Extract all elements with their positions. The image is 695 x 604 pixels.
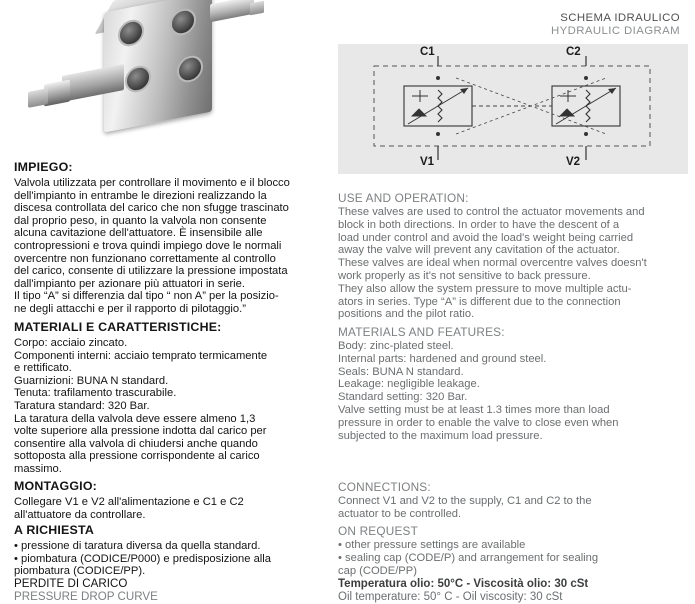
use-body	[338, 206, 686, 321]
materiali-heading: MATERIALI E CARATTERISTICHE:	[14, 320, 222, 334]
materials-heading: MATERIALS AND FEATURES:	[338, 325, 505, 339]
montaggio-line: Collegare V1 e V2 all'alimentazione e C1 e C2	[14, 496, 244, 508]
use-line: block in both directions. In order to have the descent of a	[338, 218, 620, 231]
impiego-line: Il tipo “A” si differenzia dal tipo “ non A” per la posizio-	[14, 290, 279, 303]
montaggio-line: all'attuatore da controllare.	[14, 508, 146, 521]
use-line: ators in series. Type “A” is different due to the connection	[338, 295, 621, 308]
materials-line: pressure in order to enable the valve to close even when	[338, 416, 619, 429]
richiesta-line: • piombatura (CODICE/P000) e predisposizione alla	[14, 552, 272, 565]
impiego-line: ne degli attacchi e per il rapporto di pilotaggio.”	[14, 302, 246, 315]
product-photo	[14, 0, 314, 152]
schema-title	[551, 12, 680, 38]
hydraulic-diagram-svg	[356, 56, 668, 160]
impiego-line: del carico, consente di utilizzare la pressione impostata	[14, 265, 288, 278]
materiali-line: sottoposta alla pressione corrispondente al carico	[14, 450, 260, 463]
use-line: positions and the pilot ratio.	[338, 308, 475, 321]
materials-line: Body: zinc-plated steel.	[338, 340, 454, 352]
materials-line: Leakage: negligible leakage.	[338, 378, 480, 391]
use-line: work properly as it's not sensitive to back pressure.	[338, 269, 591, 282]
impiego-line: discesa controllata del carico che non sfugge trascinato	[14, 202, 289, 215]
materiali-line: Guarnizioni: BUNA N standard.	[14, 374, 169, 387]
materials-line: Seals: BUNA N standard.	[338, 365, 464, 378]
diagram-label-c1: C1	[420, 46, 435, 58]
materials-line: subjected to the maximum load pressure.	[338, 429, 543, 442]
impiego-line: alcuna cavitazione dell'attuatore. È insensibile alle	[14, 227, 263, 240]
perdite-heading-it: PERDITE DI CARICO	[14, 577, 128, 590]
connections-heading: CONNECTIONS:	[338, 480, 431, 494]
impiego-line: dell'impianto in entrambe le direzioni realizzando la	[14, 189, 267, 202]
materiali-line: Tenuta: trafilamento trascurabile.	[14, 387, 177, 400]
richiesta-heading: A RICHIESTA	[14, 523, 94, 537]
materials-line: Valve setting must be at least 1.3 times more than load	[338, 403, 610, 416]
richiesta-body	[14, 540, 319, 578]
diagram-label-v2: V2	[566, 156, 581, 168]
materiali-line: volte superiore alla pressione indotta dal carico per	[14, 425, 267, 438]
materials-line: Internal parts: hardened and ground steel.	[338, 352, 547, 365]
materiali-line: e rettificato.	[14, 362, 72, 375]
use-line: away the valve will prevent any cavitation of the actuator.	[338, 244, 620, 257]
materiali-line: Taratura standard: 320 Bar.	[14, 399, 150, 412]
oil-temp-it: Temperatura olio: 50°C - Viscosità olio: 30 cSt	[338, 578, 589, 590]
onrequest-line: • other pressure settings are available	[338, 539, 526, 551]
valve-nipple	[210, 0, 254, 22]
materiali-line: massimo.	[14, 462, 62, 475]
impiego-line: dall'impianto per azionare più attuatori in serie.	[14, 277, 245, 290]
materiali-line: consentire alla valvola di chiudersi anche quando	[14, 437, 258, 450]
valve-nipple-tip	[250, 1, 264, 16]
use-line: load under control and avoid the load's weight being carried	[338, 231, 634, 244]
connections-body	[338, 495, 686, 521]
impiego-line: overcentre non funzionano correttamente al controllo	[14, 252, 276, 265]
materiali-line: Componenti interni: acciaio temprato termicamente	[14, 349, 268, 362]
impiego-heading: IMPIEGO:	[14, 160, 73, 174]
schema-title-en: HYDRAULIC DIAGRAM	[551, 25, 680, 37]
use-line: These valves are used to control the actuator movements and	[338, 206, 645, 218]
use-heading: USE AND OPERATION:	[338, 191, 469, 205]
onrequest-heading: ON REQUEST	[338, 524, 418, 538]
richiesta-line: • pressione di taratura diversa da quella standard.	[14, 540, 261, 552]
diagram-label-c2: C2	[566, 46, 581, 58]
connections-line: actuator to be controlled.	[338, 507, 462, 520]
perdite-heading-en: PRESSURE DROP CURVE	[14, 590, 158, 603]
impiego-line: dal proprio peso, in quanto la valvola non consente	[14, 214, 267, 227]
onrequest-line: cap (CODE/PP)	[338, 564, 417, 577]
diagram-label-v1: V1	[420, 156, 435, 168]
impiego-body	[14, 177, 319, 316]
connections-line: Connect V1 and V2 to the supply, C1 and C2 to the	[338, 495, 592, 507]
hydraulic-diagram	[338, 44, 688, 174]
richiesta-line: piombatura (CODICE/PP).	[14, 565, 146, 578]
materials-line: Standard setting: 320 Bar.	[338, 391, 468, 404]
materials-body	[338, 340, 686, 442]
use-line: These valves are ideal when normal overcentre valves doesn't	[338, 257, 647, 270]
impiego-line: contropressioni e trova quindi impiego dove le normali	[14, 239, 282, 252]
onrequest-body	[338, 539, 686, 577]
use-line: They also allow the system pressure to move multiple actu-	[338, 282, 632, 295]
montaggio-heading: MONTAGGIO:	[14, 479, 97, 493]
materiali-line: La taratura della valvola deve essere almeno 1,3	[14, 412, 256, 425]
oil-temp-en: Oil temperature: 50° C - Oil viscosity: 30 cSt	[338, 591, 563, 603]
left-column	[14, 0, 319, 604]
onrequest-line: • sealing cap (CODE/P) and arrangement for sealing	[338, 551, 599, 564]
materiali-line: Corpo: acciaio zincato.	[14, 337, 128, 349]
impiego-line: Valvola utilizzata per controllare il movimento e il blocco	[14, 177, 290, 189]
right-column	[338, 0, 688, 604]
montaggio-body	[14, 496, 319, 521]
materiali-body	[14, 337, 319, 476]
schema-title-it: SCHEMA IDRAULICO	[560, 12, 680, 24]
